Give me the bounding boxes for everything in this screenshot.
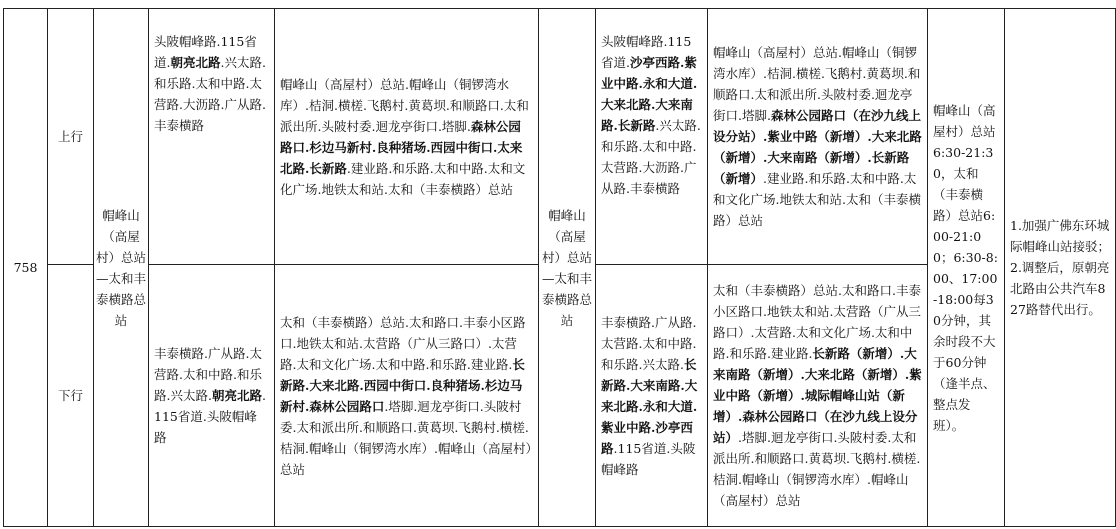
text-segment: .115省道.头陂帽峰路: [601, 440, 696, 477]
direction-label-downbound: 下行: [48, 265, 94, 527]
new-route-brief-downbound: [596, 265, 708, 527]
old-route-brief-upbound: [149, 9, 275, 265]
text-segment: 帽峰山（高屋村）总站.帽峰山（铜锣湾水库）.桔洞.横槎.飞鹅村.黄葛坝.和顺路口.太和派出所.头陂村委.迴龙亭街口.塔脚.: [713, 45, 921, 123]
text-segment: .兴太路.和乐路.太和中路.太营路.大沥路.广从路.丰泰横路: [601, 118, 701, 196]
service-hours: 帽峰山（高屋村）总站6:30-21:30，太和（丰泰横路）总站6:00-21:00；6:30-8:00、17:00-18:00每30分钟，其余时段不大于60分钟（逢半点、整点发班）。: [928, 9, 1005, 527]
text-segment: .建业路.和乐路.太和中路.太和文化广场.地铁太和站.太和（丰泰横路）总站: [280, 160, 526, 197]
old-route-stops-upbound: [275, 9, 539, 265]
text-segment: 丰泰横路.广从路.太营路.太和中路.和乐路.兴太路.: [601, 314, 697, 372]
new-route-brief-upbound: [596, 9, 708, 265]
old-route-endpoints: 帽峰山（高屋村）总站—太和丰泰横路总站: [94, 9, 149, 527]
changed-segment: 森林公园路口（在沙九线上设分站）.紫业中路（新增）.大来北路（新增）.大来南路（新增）.长新路（新增）: [713, 108, 922, 186]
changed-segment: 沙亭西路.紫业中路.永和大道.大来北路.大来南路.长新路: [601, 55, 698, 133]
text-segment: .塔脚.迴龙亭街口.头陂村委.太和派出所.和顺路口.黄葛坝.飞鹅村.横槎.桔洞.帽峰山（铜锣湾水库）.帽峰山（高屋村）总站: [280, 398, 532, 477]
text-segment: .115省道.头陂帽峰路: [154, 388, 266, 445]
table-row-upbound: [4, 9, 1116, 265]
text-segment: 帽峰山（高屋村）总站.帽峰山（铜锣湾水库）.桔洞.横槎.飞鹅村.黄葛坝.和顺路口.太和派出所.头陂村委.迴龙亭街口.塔脚.: [280, 76, 529, 134]
route-change-table: [3, 8, 1116, 527]
changed-segment: 长新路.大来南路.大来北路.永和大道.紫业中路.沙亭西路: [601, 356, 698, 456]
changed-segment: 长新路（新增）.大来南路（新增）.大来北路（新增）.紫业中路（新增）.城际帽峰山站（新增）.森林公园路口（在沙九线上设分站）: [713, 346, 922, 445]
changed-segment: 朝亮北路: [170, 55, 221, 70]
old-route-brief-downbound: [149, 265, 275, 527]
changed-segment: 朝亮北路: [211, 388, 262, 403]
text-segment: .兴太路.和乐路.太和中路.太营路.大沥路.广从路.丰泰横路: [154, 55, 266, 133]
route-number: 758: [4, 9, 48, 527]
text-segment: 太和（丰泰横路）总站.太和路口.丰泰小区路口.地铁太和站.太营路（广从三路口）.太营路.太和文化广场.太和中路.和乐路.建业路.: [280, 314, 526, 372]
changed-segment: 森林公园路口.杉边马新村.良种猪场.西园中街口.太来北路.长新路: [280, 118, 523, 176]
text-segment: 丰泰横路.广从路.太营路.太和中路.和乐路.兴太路.: [154, 346, 262, 403]
text-segment: 头陂帽峰路.115省道.: [601, 34, 692, 70]
text-segment: 太和（丰泰横路）总站.太和路口.丰泰小区路口.地铁太和站.太营路（广从三路口）.太营路.太和文化广场.太和中路.和乐路.建业路.: [713, 283, 921, 361]
old-route-stops-downbound: [275, 265, 539, 527]
text-segment: .塔脚.迴龙亭街口.头陂村委.太和派出所.和顺路口.黄葛坝.飞鹅村.横槎.桔洞.帽峰山（铜锣湾水库）.帽峰山（高屋村）总站: [713, 430, 921, 508]
new-route-endpoints: 帽峰山（高屋村）总站—太和丰泰横路总站: [539, 9, 596, 527]
text-segment: .建业路.和乐路.太和中路.太和文化广场.地铁太和站.太和（丰泰横路）总站: [713, 171, 921, 228]
text-segment: 头陂帽峰路.115省道.: [154, 34, 257, 70]
new-route-stops-downbound: [708, 265, 928, 527]
changed-segment: 长新路.大来北路.西园中街口.良种猪场.杉边马新村.森林公园路口: [280, 356, 525, 414]
adjustment-notes: 1.加强广佛东环城际帽峰山站接驳；2.调整后，原朝亮北路由公共汽车827路替代出行。: [1005, 9, 1116, 527]
direction-label-upbound: 上行: [48, 9, 94, 265]
new-route-stops-upbound: [708, 9, 928, 265]
